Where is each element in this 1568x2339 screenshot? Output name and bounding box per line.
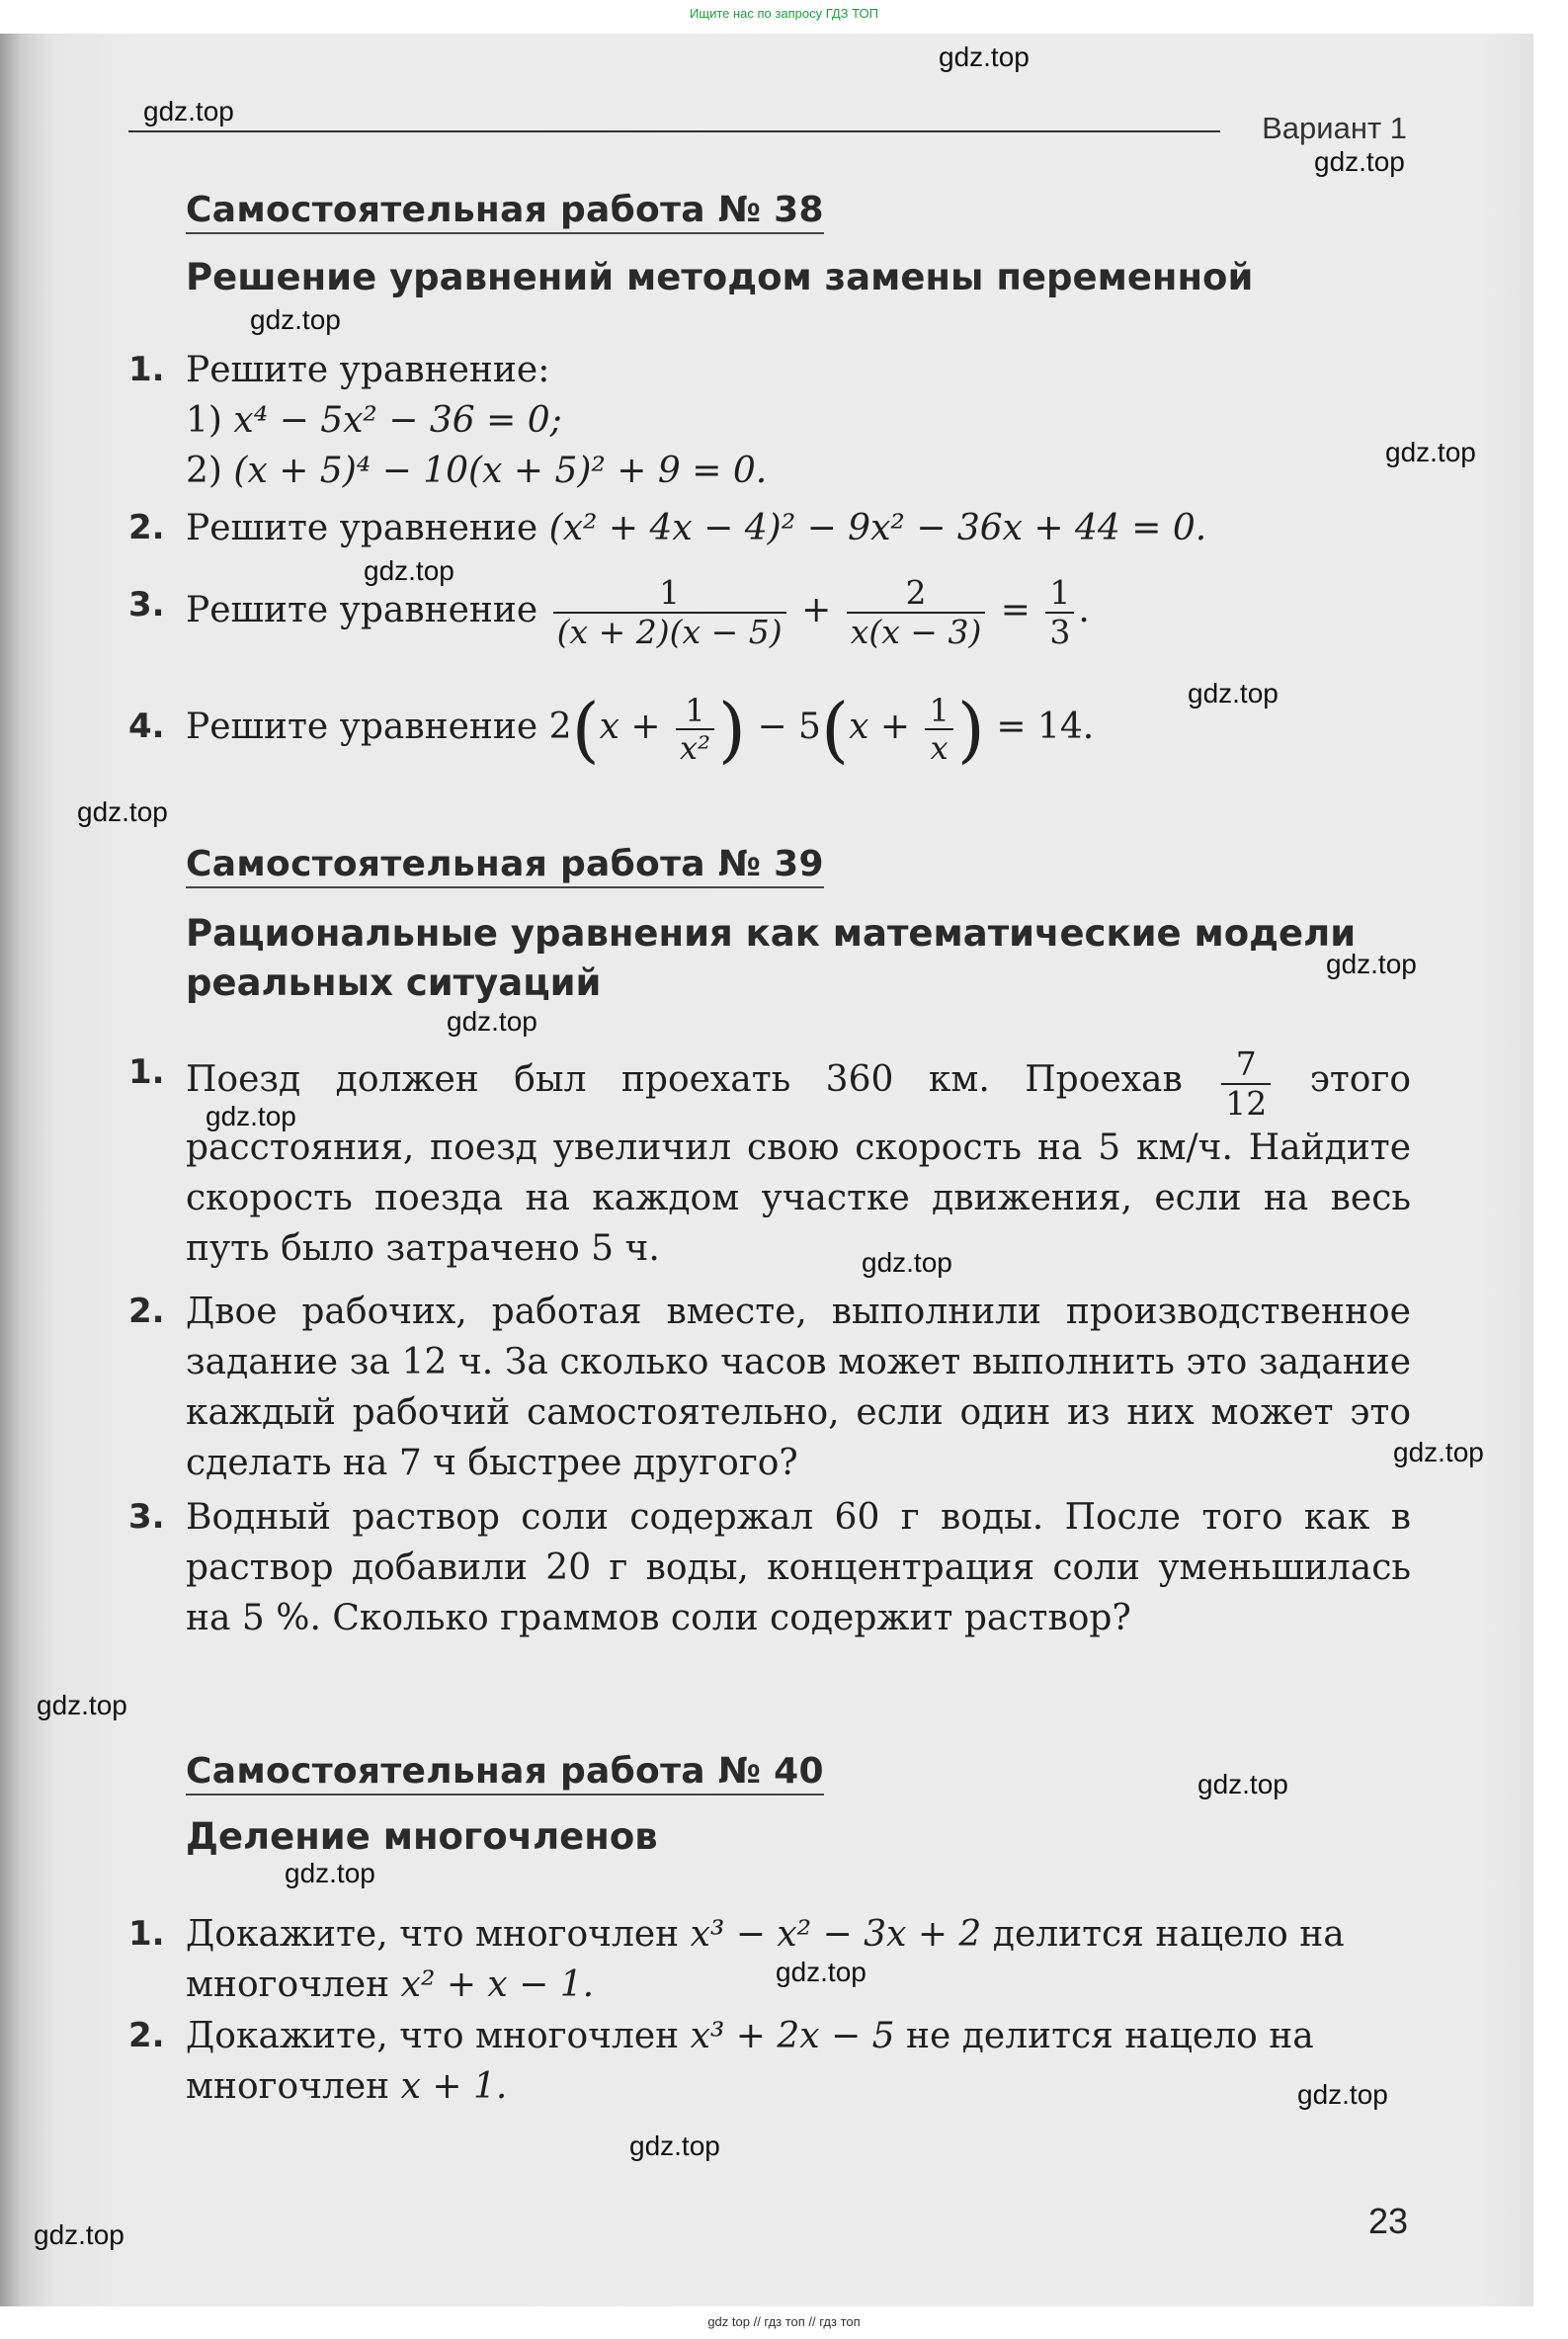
- section-40-subtitle: Деление многочленов: [186, 1815, 658, 1858]
- watermark: gdz.top: [1385, 437, 1476, 467]
- problem-number: 2.: [128, 2016, 165, 2055]
- numerator: 1: [1045, 574, 1074, 614]
- problem-text: Решите уравнение:: [186, 350, 550, 390]
- watermark: gdz.top: [206, 1101, 296, 1131]
- right-hand-side: = 14.: [996, 707, 1095, 747]
- watermark: gdz.top: [34, 2219, 124, 2250]
- problem-number: 2.: [128, 1292, 165, 1331]
- problem-number: 3.: [128, 1497, 165, 1537]
- equation: (x² + 4x − 4)² − 9x² − 36x + 44 = 0.: [548, 508, 1207, 548]
- watermark: gdz.top: [143, 96, 234, 126]
- equation: x⁴ − 5x² − 36 = 0;: [233, 400, 562, 441]
- watermark: gdz.top: [77, 796, 168, 827]
- numerator: 7: [1221, 1045, 1271, 1085]
- problem-text: Решите уравнение: [186, 508, 538, 548]
- fraction-3: [1045, 574, 1074, 651]
- problem-number: 1.: [128, 350, 165, 389]
- watermark: gdz.top: [1326, 949, 1417, 979]
- problem-text-continued: этого расстояния, поезд увеличил свою скорость на 5 км/ч. Найдите скорость поезда на каждом участке движения, если на весь путь было затрачено 5 ч.: [186, 1059, 1412, 1269]
- watermark: gdz.top: [37, 1690, 127, 1720]
- numerator: 2: [847, 574, 986, 614]
- watermark: gdz.top: [285, 1858, 375, 1888]
- section-38-subtitle: Решение уравнений методом замены переменной: [186, 256, 1254, 298]
- problem-text-continued: не делится нацело на многочлен: [186, 2016, 1314, 2107]
- denominator: x: [930, 729, 949, 767]
- divisor-polynomial: x² + x − 1.: [400, 1964, 595, 2005]
- s40-problem-2: [128, 2011, 1413, 2112]
- divisor-polynomial: x + 1.: [400, 2066, 508, 2107]
- denominator: x²: [680, 729, 710, 767]
- sub-item-1: [186, 395, 1411, 446]
- problem-text: Докажите, что многочлен: [186, 2016, 680, 2056]
- problem-number: 1.: [128, 1052, 165, 1092]
- denominator: 12: [1225, 1084, 1268, 1123]
- watermark: gdz.top: [629, 2130, 720, 2161]
- s38-problem-4: 4. Решите уравнение 2(x + $\frac{1}{\text{x²}}$ ) − 5(x + $\frac{1}{x}$ ) = 14.: [128, 688, 1095, 771]
- s39-problem-1: [128, 1045, 1413, 1274]
- watermark: gdz.top: [862, 1247, 952, 1278]
- fraction-2: [847, 574, 986, 651]
- watermark: gdz.top: [1188, 678, 1279, 709]
- watermark: gdz.top: [250, 304, 341, 335]
- s40-problem-1: [128, 1909, 1413, 2010]
- s39-problem-3: [128, 1492, 1413, 1643]
- s39-problem-2: [128, 1287, 1413, 1488]
- variant-label: Вариант 1: [1262, 111, 1407, 145]
- watermark: gdz.top: [1314, 146, 1405, 177]
- watermark: gdz.top: [1393, 1437, 1484, 1467]
- sub-item-2: [186, 446, 1411, 496]
- polynomial: x³ − x² − 3x + 2: [690, 1914, 982, 1955]
- bottom-banner: gdz top // гдз топ // гдз топ: [707, 2314, 861, 2329]
- watermark: gdz.top: [447, 1006, 537, 1037]
- sub-item-label: 2): [186, 451, 222, 491]
- header-rule: [128, 130, 1220, 132]
- fraction: [1221, 1045, 1271, 1123]
- section-39-subtitle: Рациональные уравнения как математические модели реальных ситуаций: [186, 912, 1357, 1004]
- top-banner: Ищите нас по запросу ГДЗ ТОП: [690, 6, 878, 21]
- problem-text: Поезд должен был проехать 360 км. Проехав: [186, 1059, 1183, 1100]
- problem-number: 2.: [128, 508, 165, 547]
- problem-text: Двое рабочих, работая вместе, выполнили производственное задание за 12 ч. За сколько часов может выполнить это задание каждый рабочий самостоятельно, если один из них может это сделать на 7 ч быстрее другого?: [186, 1292, 1411, 1483]
- sub-item-label: 1): [186, 400, 222, 441]
- section-38-title: Самостоятельная работа № 38: [186, 190, 824, 234]
- problem-number: 3.: [128, 585, 165, 625]
- fraction-b: [925, 693, 952, 766]
- problem-text: Водный раствор соли содержал 60 г воды. После того как в раствор добавили 20 г воды, концентрация соли уменьшилась на 5 %. Сколько граммов соли содержит раствор?: [186, 1497, 1411, 1638]
- watermark: gdz.top: [776, 1957, 867, 1987]
- numerator: 1: [553, 574, 786, 614]
- numerator: 1: [925, 693, 952, 730]
- s38-problem-2: [128, 503, 1413, 553]
- equation: (x + 5)⁴ − 10(x + 5)² + 9 = 0.: [233, 451, 768, 491]
- problem-number: 4.: [128, 707, 165, 746]
- polynomial: x³ + 2x − 5: [690, 2016, 895, 2056]
- numerator: 1: [676, 693, 714, 730]
- fraction-a: [676, 693, 714, 766]
- s38-problem-3: 3. Решите уравнение $\frac{1}{(x + 2)(x - 5)}$ + $\frac{2}{x(x - 3)}$ = $\frac{1}{3}$ .: [128, 573, 1090, 651]
- problem-text: Докажите, что многочлен: [186, 1914, 680, 1955]
- section-39-title: Самостоятельная работа № 39: [186, 844, 824, 888]
- watermark: gdz.top: [1297, 2079, 1388, 2110]
- denominator: x(x − 3): [850, 613, 982, 651]
- problem-text-continued: делится нацело на многочлен: [186, 1914, 1345, 2005]
- watermark: gdz.top: [939, 42, 1030, 72]
- page-number: 23: [1367, 2201, 1408, 2241]
- problem-text: Решите уравнение: [186, 590, 538, 630]
- watermark: gdz.top: [364, 555, 454, 586]
- fraction-1: [553, 574, 786, 651]
- watermark: gdz.top: [1197, 1769, 1288, 1799]
- section-40-title: Самостоятельная работа № 40: [186, 1751, 824, 1796]
- problem-number: 1.: [128, 1914, 165, 1954]
- denominator: (x + 2)(x − 5): [556, 613, 783, 651]
- problem-text: Решите уравнение: [186, 707, 538, 747]
- denominator: 3: [1049, 613, 1071, 651]
- s38-problem-1: [128, 345, 1413, 496]
